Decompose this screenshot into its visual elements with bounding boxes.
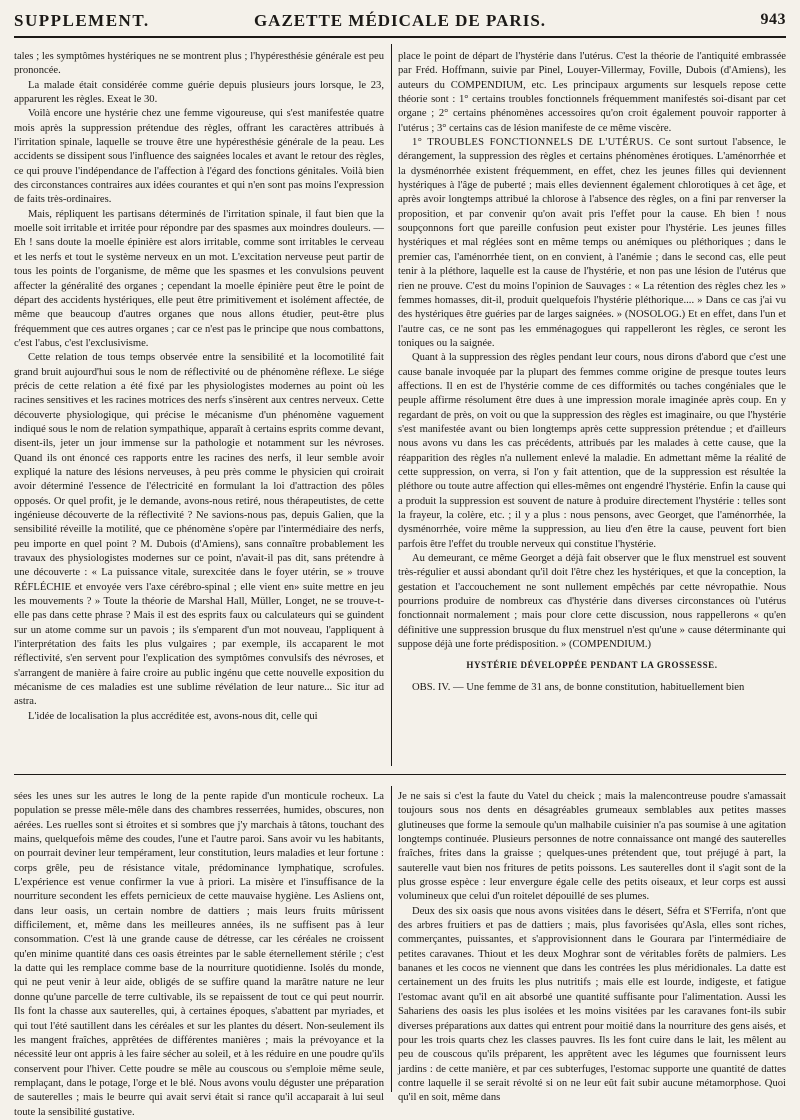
page-header <box>14 4 786 38</box>
supplement-label: SUPPLEMENT. <box>14 11 150 30</box>
paragraph: La malade était considérée comme guérie depuis plusieurs jours lorsque, le 23, apparurent les règles. Exeat le 30. <box>14 79 384 106</box>
paragraph: Quant à la suppression des règles pendant leur cours, nous dirons d'abord que c'est une cause banale invoquée par la plupart des femmes comme origine de presque toutes leurs affections. Il en est de l'hystérie comme de ces difformités ou taches congéniales que le peuple affirme résolument être dues à une impression morale imaginée après coup. En y regardant de près, on voit ou que la suppression des règles est imaginaire, ou que l'hystérie s'est manifestée avant ou bien longtemps après cette suppression prétendue ; et d'ailleurs nous avons vu dans les cas précédents, attribués par les malades à cette cause, que la réapparition des règles n'a nullement enlevé la maladie. En admettant même la réalité de cette suppression, on verra, si l'on y fait attention, que de la suppression est résultée la pléthore ou toute autre affection qui elles-mêmes ont engendré l'hystérie. Enfin la cause qui a produit la suppression est souvent de nature à produire directement l'hystérie : telles sont la frayeur, la colère, etc. ; il y a plus : nous pensons, avec Georget, que l'aménorrhée, la dysménorrhée, voire même la suppression, au lieu d'en être la cause, peuvent fort bien parfois être l'effet du trouble nerveux qui constitue l'hystérie. <box>398 352 786 550</box>
feuilleton-column-left <box>14 790 384 1118</box>
paragraph: place le point de départ de l'hystérie dans l'utérus. C'est la théorie de l'antiquité embrassée par Fréd. Hoffmann, suivie par Pinel, Louyer-Villermay, Foville, Dubois (d'Amiens), les auteurs du COMPENDIUM, etc. Les principaux arguments sur lesquels repose cette théorie sont : 1° certains troubles fonctionnels fréquemment manifestés soi-disant par cet organe ; 2° certains phénomènes accessoires qu'on croit également pouvoir rapporter à l'utérus ; 3° certains cas de lésion manifeste de ce même viscère. <box>398 51 786 134</box>
subsection-heading: 1° TROUBLES FONCTIONNELS DE L'UTÉRUS. <box>412 137 654 149</box>
column-divider-top <box>391 44 392 766</box>
paragraph-text: Ce sont surtout l'absence, le dérangement, la suppression des règles et certains phénomènes érotiques. L'aménorrhée et la dysménorrhée existent fréquemment, en effet, chez les jeunes filles qui deviennent hystériques à l'âge de puberté ; mais elles deviennent également chlorotiques à cet âge, et après avoir longtemps attribué la chlorose à l'absence des règles, on a fini par renverser la proposition, et par convenir qu'on avait pris l'effet pour la cause. Eh bien ! nous soupçonnons fort que pareille confusion peut exister pour l'hystérie. Les jeunes filles hystériques et mal réglées sont en même temps ou anémiques ou pléthoriques ; dans le premier cas, l'aménorrhée tient, on en convient, à l'anémie ; dans le second cas, elle peut tenir à la pléthore, laquelle est la cause de l'hystérie, et non pas une lésion de l'utérus que rien ne prouve. C'est du moins l'opinion de Sauvages : « La rétention des règles chez les » femmes homasses, dit-il, produit quelquefois l'hystérie pléthorique.... » Dans ce cas j'ai vu des hystériques être guéries par de larges saignées. » (NOSOLOG.) Et en effet, dans l'un et l'autre cas, ce ne sont pas les emménagogues qui rappelleront les règles, ce seront les toniques ou la saignée. <box>398 137 787 349</box>
paragraph: sées les unes sur les autres le long de la pente rapide d'un monticule rocheux. La population se presse mêle-mêle dans des chambres resserrées, humides, obscures, non aérées. Les ruelles sont si étroites et si sombres que j'y marchais à tâtons, touchant des mains, quelquefois même des coudes, l'une et l'autre paroi. Sans avoir vu les habitants, on pourrait deviner leur tempérament, leur constitution, leurs maladies et leur fortune : corps grêle, peu de résistance vitale, prédominance lymphatique, scrofules. L'expérience est venue confirmer la vue à priori. La misère et l'insuffisance de la nourriture secondent les effets pernicieux de cette mauvaise hygiène. Les Asliens ont, dans leur oasis, un certain nombre de dattiers ; mais leurs fruits mûrissent difficilement, et, même dans les meilleures années, ils ne suffisent pas à leur consommation. C'est là une grande cause de détresse, car les céréales ne croissent qu'en minime quantité dans ces oasis étreintes par le sable éternellement stérile ; c'est la datte qui les remplace comme base de la nourriture quotidienne. Isolés du monde, qui ne peut venir à leur aide, obligés de se suffire quand la marâtre nature ne leur donne qu'une parcelle de terre cultivable, ils se repaissent de tout ce qui peut nourrir. Ils font la chasse aux sauterelles, qui, à certaines époques, s'abattent par myriades, et qui tout l'été sautillent dans les céréales et sur les plantes du désert. Non-seulement ils les mangent fraîches, apprêtées de différentes manières ; mais la prévoyance et la nécessité leur ont appris à les faire sécher au soleil, et à les réduire en une poudre qu'ils conservent pour l'hiver. Cette poudre se mêle au couscous ou s'emploie même seule, remplaçant, dans le potage, l'orge et le blé. Nous avons voulu déguster une préparation de sauterelles ; mais le beurre qui avait servi était si rance qu'il accaparait à lui seul toute la sensibilité gustative. <box>14 791 384 1118</box>
paragraph: Voilà encore une hystérie chez une femme vigoureuse, qui s'est manifestée quatre mois après la suppression prétendue des règles, offrant les caractères attribués à l'irritation spinale, laquelle se trouve être une hypéresthésie générale de la peau. Les accidents se dissipent sous l'influence des saignées locales et avant le retour des règles, ce qui prouve l'indépendance de l'affection à l'égard des fonctions génitales. Voilà bien des circonstances contraires aux idées courantes et qui n'en sont pas moins l'expression de faits très-ordinaires. <box>14 108 384 206</box>
paragraph: Deux des six oasis que nous avons visitées dans le désert, Séfra et S'Ferrifa, n'ont que des arbres fruitiers et pas de dattiers ; mais, plus favorisées qu'Asla, elles sont riches, commerçantes, puissantes, et s'approvisionnent dans le Gourara par l'intermédiaire de petites caravanes. Thiout et les deux Moghrar sont de véritables forêts de palmiers. Les bananes et les cocos ne viennent que dans les contrées les plus méridionales. La datte est certainement un des fruits les plus nutritifs ; mais elle est lourde, indigeste, et fatigue l'estomac avant qu'il en ait absorbé une quantité suffisante pour l'alimentation. Aussi les Sahariens des oasis les plus isolées et les moins visitées par les caravanes font-ils subir diverses préparations aux dattes qui entrent pour moitié dans la nourriture des gens aisés, et pour les trois quarts chez les classes pauvres. Ils les font cuire dans le lait, les mêlent au peu de couscous qu'ils préparent, les apprêtent avec les légumes que fournissent leurs jardins : de cette manière, et par ces subterfuges, l'estomac supporte une quantité de dattes contre laquelle il se serait révolté si on ne leur eût fait subir aucune métamorphose. Quoi qu'il en soit, même dans <box>398 905 786 1104</box>
observation-label: OBS. IV. <box>412 681 451 693</box>
observation-paragraph <box>398 681 786 695</box>
paragraph: Cette relation de tous temps observée entre la sensibilité et la locomotilité fait grand bruit aujourd'hui sous le nom de réflectivité ou de phénomène réflexe. Le siége précis de cette relation a été fixé par les physiologistes modernes au point où les racines sensitives et les racines motrices des nerfs s'insèrent aux centres nerveux. Cette découverte physiologique, qui précise le mécanisme d'un phénomène vaguement indiqué sous le nom de relation sympathique, apparaît à certains esprits comme devant, disent-ils, jeter un jour immense sur la pathologie et notamment sur les névroses. Quand ils ont énoncé ces rapports entre les racines des nerfs, il leur semble avoir expliqué la nature des lésions nerveuses, à peu près comme le physicien qui croirait avoir déterminé l'essence de l'électricité en formulant la loi d'attraction des pôles opposés. Or quel profit, je le demande, avons-nous retiré, nous thérapeutistes, de cette ingénieuse découverte de la réflectivité ? Ne savions-nous pas, depuis Galien, que la sensibilité réveille la motilité, que ce phénomène s'opère par l'intermédiaire des nerfs, peu importe en quel point ? M. Dubois (d'Amiens), sans connaître probablement les travaux des physiologistes modernes sur ce point, n'avait-il pas dit, sans prétendre à une découverte : « La puissance vitale, surexcitée dans le foyer utérin, se » trouve RÉFLÉCHIE et envoyée vers l'axe cérébro-spinal ; elle vient en» suite mettre en jeu les mouvements ? » Toute la théorie de Marshal Hall, Müller, Longet, ne se trouve-t-elle pas dans cette phrase ? Mais il est des esprits faux ou calculateurs qui se guindent sur un atome comme sur un pavois ; ils s'emparent d'un mot nouveau, l'appliquent à l'interprétation des faits les plus vulgaires ; par exemple, ils accaparent le mot réflectivité, s'en servent pour l'explication des symptômes convulsifs des névroses, et s'arrangent de manière à faire croire au public ingénu que cette nouvelle exposition du mécanisme de ces maladies est une sublime révélation de leur nature... Sic itur ad astra. <box>14 352 384 708</box>
column-divider-bottom <box>391 786 392 1092</box>
article-column-left <box>14 50 384 762</box>
paragraph: L'idée de localisation la plus accréditée est, avons-nous dit, celle qui <box>28 710 318 722</box>
section-divider <box>14 774 786 775</box>
paragraph: tales ; les symptômes hystériques ne se montrent plus ; l'hypéresthésie générale est peu prononcée. <box>14 51 384 77</box>
paragraph-with-heading <box>398 136 786 351</box>
journal-title: GAZETTE MÉDICALE DE PARIS. <box>253 11 547 30</box>
section-title: HYSTÉRIE DÉVELOPPÉE PENDANT LA GROSSESSE. <box>466 660 718 671</box>
paragraph: Au demeurant, ce même Georget a déjà fait observer que le flux menstruel est souvent très-régulier et aussi abondant qu'il doit l'être chez les hystériques, et que la conception, la gestation et l'accouchement ne sont nullement empêchés par cette névropathie. Nous pourrions produire de nombreux cas d'hystérie dans diverses circonstances où l'utérus fonctionnait normalement ; mais pour clore cette discussion, nous rappellerons « qu'en définitive une suppression brusque du flux menstruel n'est qu'une » cause déterminante qui suppose déjà une forte prédisposition. » (COMPENDIUM.) <box>398 553 786 651</box>
paragraph: Je ne sais si c'est la faute du Vatel du cheick ; mais la malencontreuse poudre s'amassait toujours sous nos dents en désagréables grumeaux semblables aux petites masses glutineuses que forme la semoule qu'un malhabile cuisinier n'a pas soumise à une agitation longtemps continuée. Plusieurs personnes de notre connaissance ont mangé des sauterelles fraîches, frites dans la graisse ; quelques-unes prétendent que, tout préjugé à part, la sauterelle vaut bien nos fritures de petits poissons. Les sauterelles dont il s'agit sont de la plus grosse espèce : leur envergure égale celle des petits oiseaux, et leur corps est aussi volumineux que celui d'un roitelet dépouillé de ses plumes. <box>398 791 786 903</box>
article-column-right <box>398 50 786 762</box>
paragraph: Mais, répliquent les partisans déterminés de l'irritation spinale, il faut bien que la moelle soit irritable et irritée pour répondre par des spasmes aux moindres douleurs. — Eh ! sans doute la moelle épinière est alors irritable, comme sont irritables le cerveau et les nerfs et tout le système nerveux en un mot. L'excitation nerveuse peut partir de tous les points de l'organisme, de même que les spasmes et les convulsions peuvent affecter la généralité des organes ; cependant la moelle épinière peut être le point de départ des accidents hystériques, elle peut être primitivement et isolément affectée, de même que beaucoup d'autres organes que nous allons étudier, peut-être plus fréquemment que ces autres organes ; car ce n'est pas le principe que nous combattons, c'est l'abus, c'est l'exclusivisme. <box>14 208 384 349</box>
observation-text: — Une femme de 31 ans, de bonne constitution, habituellement bien <box>453 681 745 693</box>
feuilleton-column-right <box>398 790 786 1104</box>
page-number: 943 <box>760 11 786 28</box>
